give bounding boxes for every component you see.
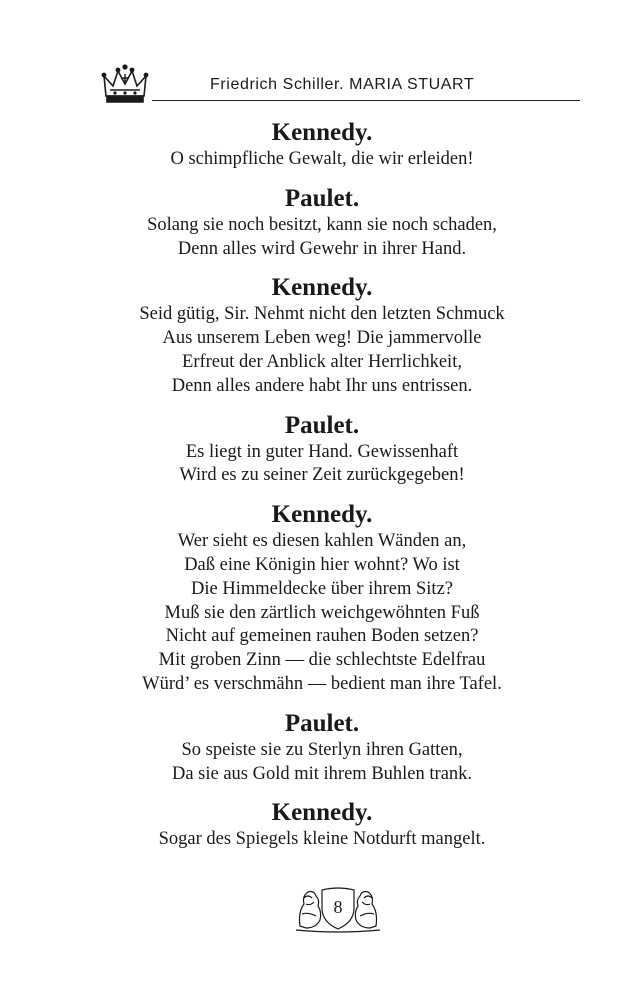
dialogue-block <box>0 709 644 787</box>
dialogue-block <box>0 798 644 852</box>
dialogue-block <box>0 273 644 398</box>
verse-line: Würd’ es verschmähn — bedient man ihre Tafel. <box>142 673 502 694</box>
verse-line: Solang sie noch besitzt, kann sie noch schaden, <box>147 214 497 235</box>
speaker-name: Kennedy. <box>271 501 373 529</box>
verse-line: So speiste sie zu Sterlyn ihren Gatten, <box>181 739 463 760</box>
page-footer <box>0 882 644 934</box>
dialogue-block <box>0 118 644 172</box>
verse-line: Wird es zu seiner Zeit zurückgegeben! <box>179 465 465 486</box>
speaker-name: Paulet. <box>284 184 360 212</box>
speaker-name: Paulet. <box>284 709 360 737</box>
running-header <box>100 62 580 106</box>
speaker-name: Paulet. <box>284 411 360 439</box>
verse-line: Aus unserem Leben weg! Die jammervolle <box>162 328 482 349</box>
speaker-name: Kennedy. <box>271 799 373 827</box>
dialogue-block <box>0 184 644 262</box>
verse-line: Da sie aus Gold mit ihrem Buhlen trank. <box>171 763 473 784</box>
dialogue-block <box>0 411 644 489</box>
page-number: 8 <box>333 897 343 917</box>
verse-line: Sogar des Spiegels kleine Notdurft mangelt. <box>158 829 486 850</box>
verse-line: Seid gütig, Sir. Nehmt nicht den letzten Schmuck <box>139 304 505 325</box>
verse-line: Muß sie den zärtlich weichgewöhnten Fuß <box>164 602 480 623</box>
verse-line: Es liegt in guter Hand. Gewissenhaft <box>185 441 459 462</box>
header-rule <box>152 100 580 101</box>
dialogue-block <box>0 500 644 697</box>
verse-line: Nicht auf gemeinen rauhen Boden setzen? <box>165 626 479 647</box>
verse-line: Die Himmeldecke über ihrem Sitz? <box>191 578 453 599</box>
running-title: Friedrich Schiller. MARIA STUART <box>210 76 475 93</box>
verse-line: O schimpfliche Gewalt, die wir erleiden! <box>170 149 474 169</box>
verse-line: Denn alles wird Gewehr in ihrer Hand. <box>177 238 467 259</box>
verse-line: Mit groben Zinn — die schlechtste Edelfrau <box>158 650 486 671</box>
verse-line: Denn alles andere habt Ihr uns entrissen. <box>171 375 473 396</box>
verse-line: Daß eine Königin hier wohnt? Wo ist <box>184 554 460 575</box>
speaker-name: Kennedy. <box>271 274 373 302</box>
verse-line: Wer sieht es diesen kahlen Wänden an, <box>177 531 467 552</box>
speaker-name: Kennedy. <box>271 119 373 146</box>
crown-icon <box>100 62 150 106</box>
verse-line: Erfreut der Anblick alter Herrlichkeit, <box>182 351 462 372</box>
play-text <box>0 118 644 864</box>
